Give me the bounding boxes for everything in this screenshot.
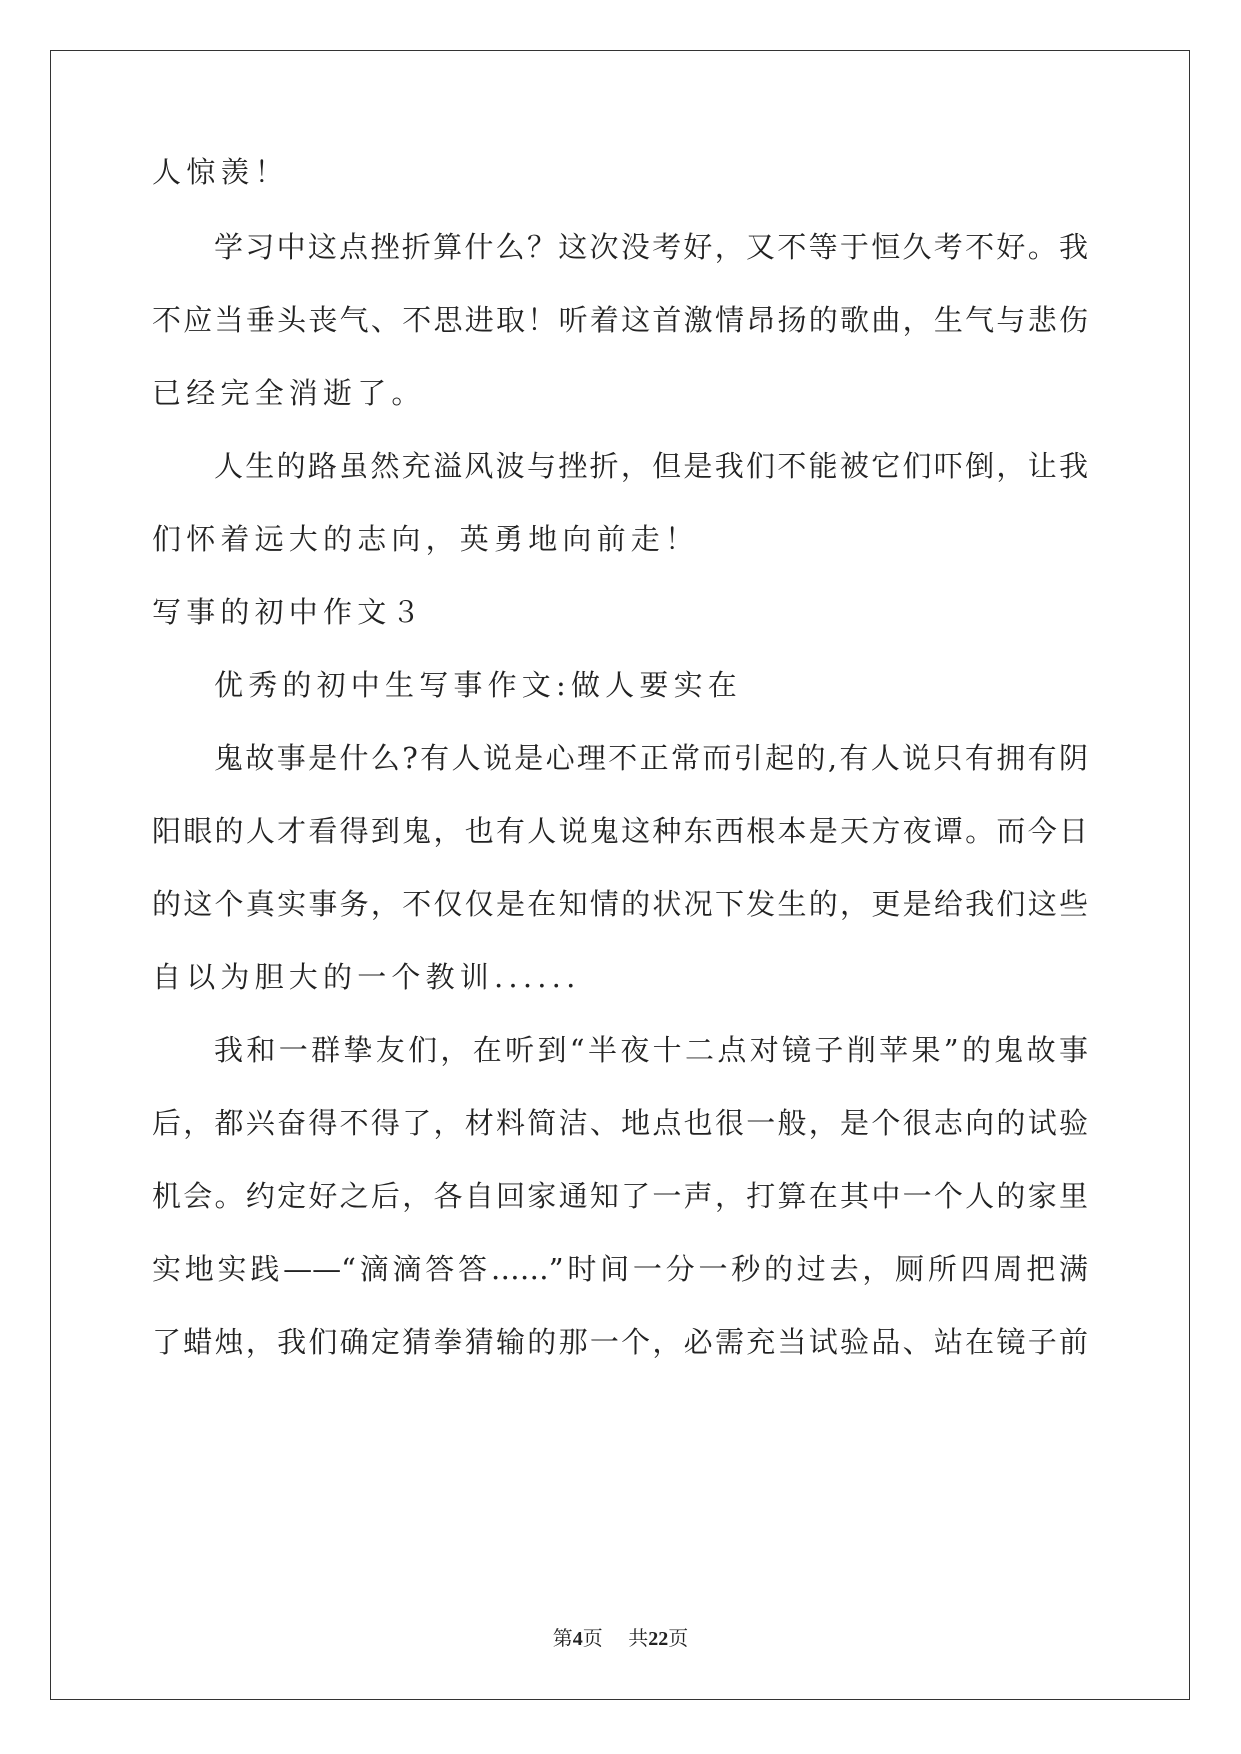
page-unit: 页 [582, 1626, 603, 1650]
text-line: 学习中这点挫折算什么？这次没考好，又不等于恒久考不好。我 [214, 230, 1088, 264]
total-prefix: 共 [628, 1626, 649, 1650]
text-line: 已经完全消逝了。 [152, 376, 426, 410]
text-line: 我和一群挚友们，在听到“半夜十二点对镜子削苹果”的鬼故事 [214, 1033, 1088, 1067]
text-line: 了蜡烛，我们确定猜拳猜输的那一个，必需充当试验品、站在镜子前 [152, 1325, 1088, 1359]
text-line: 自以为胆大的一个教训...... [152, 960, 581, 994]
text-line: 的这个真实事务，不仅仅是在知情的状况下发生的，更是给我们这些 [152, 887, 1088, 921]
text-line: 人生的路虽然充溢风波与挫折，但是我们不能被它们吓倒，让我 [214, 449, 1088, 483]
text-line: 机会。约定好之后，各自回家通知了一声，打算在其中一个人的家里 [152, 1179, 1088, 1213]
page-footer [0, 1622, 1241, 1651]
page-number: 4 [572, 1628, 583, 1650]
text-line: 不应当垂头丧气、不思进取！听着这首激情昂扬的歌曲，生气与悲伤 [152, 303, 1088, 337]
text-line: 优秀的初中生写事作文:做人要实在 [214, 668, 742, 702]
text-line: 阳眼的人才看得到鬼，也有人说鬼这种东西根本是天方夜谭。而今日 [152, 814, 1088, 848]
total-unit: 页 [668, 1626, 689, 1650]
text-line: 们怀着远大的志向，英勇地向前走！ [152, 522, 700, 556]
total-pages: 22 [648, 1628, 669, 1650]
page-border [50, 50, 1190, 1700]
section-heading: 写事的初中作文３ [152, 595, 426, 629]
text-line: 实地实践——“滴滴答答……”时间一分一秒的过去，厕所四周把满 [152, 1252, 1088, 1286]
text-line: 鬼故事是什么?有人说是心理不正常而引起的,有人说只有拥有阴 [214, 741, 1088, 775]
page-prefix: 第 [552, 1626, 573, 1650]
text-line: 人惊羡！ [152, 155, 289, 189]
text-line: 后，都兴奋得不得了，材料简洁、地点也很一般，是个很志向的试验 [152, 1106, 1088, 1140]
